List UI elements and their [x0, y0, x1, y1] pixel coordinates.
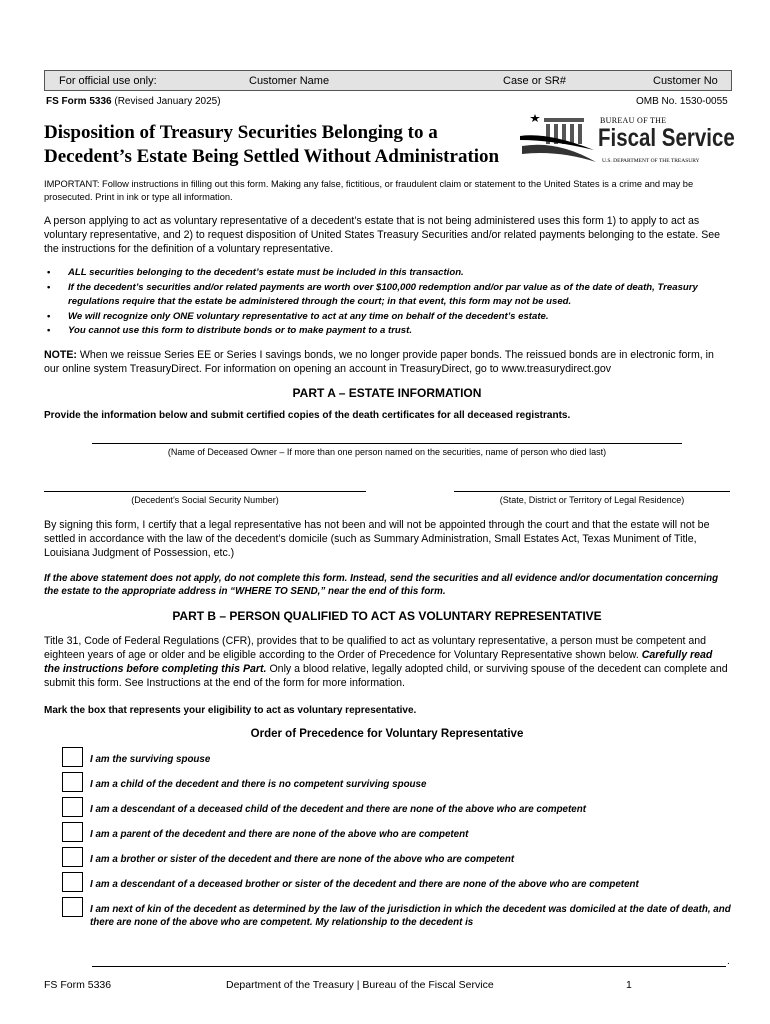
option-label: I am a descendant of a deceased brother or sister of the decedent and there are none of the above who are competent — [90, 879, 639, 890]
deceased-owner-name-field[interactable] — [92, 443, 682, 444]
part-b-emphasis: Carefully read the instructions before completing this Part. — [44, 649, 713, 675]
part-a-heading: PART A – ESTATE INFORMATION — [292, 386, 482, 400]
relationship-field[interactable] — [92, 966, 726, 967]
deceased-owner-caption: (Name of Deceased Owner – If more than one person named on the securities, name of person who died last) — [167, 447, 607, 457]
footer-page-number: 1 — [626, 979, 632, 991]
note-text: When we reissue Series EE or Series I savings bonds, we no longer provide paper bonds. The reissued bonds are in electronic form, in our online system TreasuryDirect. For information on opening an account in TreasuryDirect, go to www.treasurydirect.gov — [44, 349, 714, 375]
form-revision: (Revised January 2025) — [114, 96, 221, 107]
relationship-period: . — [727, 956, 730, 967]
option-label: I am the surviving spouse — [90, 754, 211, 765]
list-item: • You cannot use this form to distribute bonds or to make payment to a trust. — [44, 324, 734, 339]
part-b-paragraph — [44, 634, 730, 690]
list-item: • We will recognize only ONE voluntary representative to act at any time on behalf of the decedent’s estate. — [44, 310, 734, 325]
title-line-2: Decedent’s Estate Being Settled Without Administration — [44, 146, 500, 167]
key-rules-list — [44, 266, 734, 339]
list-item: • ALL securities belonging to the decedent’s estate must be included in this transaction. — [44, 266, 734, 281]
part-b-text-1: Title 31, Code of Federal Regulations (CFR), provides that to be qualified to act as voluntary representative, a person must be competent and eighteen years of age or older and be eligible according to the Order of Precedence for Voluntary Representative shown below. — [44, 635, 707, 661]
option-checkbox-child[interactable] — [62, 772, 83, 792]
option-label: I am a parent of the decedent and there are none of the above who are competent — [90, 829, 469, 840]
customer-name-label: Customer Name — [249, 75, 330, 87]
footer-department: Department of the Treasury | Bureau of the Fiscal Service — [226, 979, 494, 991]
intro-paragraph: A person applying to act as voluntary representative of a decedent’s estate that is not being administered uses this form 1) to apply to act as voluntary representative, and 2) to request disposition of United States Treasury Securities and/or related payments belonging to the estate. See the instructions for the definition of a voluntary representative. — [44, 215, 721, 255]
page-title — [44, 121, 524, 169]
legal-residence-field[interactable] — [454, 491, 730, 492]
option-checkbox-sibling[interactable] — [62, 847, 83, 867]
legal-residence-caption: (State, District or Territory of Legal Residence) — [499, 495, 685, 505]
logo-bureau-text: BUREAU OF THE — [600, 116, 667, 125]
list-item: • If the decedent’s securities and/or related payments are worth over $100,000 redemption and/or par value as of the date of death, Treasury regulations require that the estate be administered through the court; in that event, this form may not be used. — [44, 281, 734, 310]
option-checkbox-next-of-kin[interactable] — [62, 897, 83, 917]
option-label: I am a descendant of a deceased child of the decedent and there are none of the above who are competent — [90, 804, 586, 815]
fiscal-service-logo — [518, 110, 735, 174]
form-number: FS Form 5336 — [46, 96, 112, 107]
case-sr-label: Case or SR# — [503, 75, 566, 87]
customer-no-label: Customer No — [653, 75, 718, 87]
option-label: I am next of kin of the decedent as determined by the law of the jurisdiction in which the decedent was domiciled at the date of death, and there are none of the above who are competent. My relationship to the decedent is — [90, 904, 731, 928]
option-label: I am a child of the decedent and there is no competent surviving spouse — [90, 779, 427, 790]
title-line-1: Disposition of Treasury Securities Belonging to a — [44, 122, 438, 143]
official-use-box — [44, 70, 732, 91]
option-label: I am a brother or sister of the decedent and there are none of the above who are competent — [90, 854, 515, 865]
part-b-text-2: Only a blood relative, legally adopted child, or surviving spouse of the decedent can complete and submit this form. See Instructions at the end of the form for more information. — [44, 663, 728, 689]
logo-dept-text: U.S. DEPARTMENT OF THE TREASURY — [602, 158, 700, 164]
note-label: NOTE: — [44, 349, 77, 361]
important-notice: IMPORTANT: Follow instructions in filling out this form. Making any false, fictitious, or fraudulent claim or statement to the United States is a crime and may be prosecuted. Print in ink or type all information. — [44, 179, 694, 202]
warning-paragraph: If the above statement does not apply, do not complete this form. Instead, send the securities and all evidence and/or documentation concerning the estate to the appropriate address in “WHERE TO SEND,” near the end of this form. — [44, 573, 719, 597]
footer-form-id: FS Form 5336 — [44, 979, 112, 991]
option-checkbox-descendant-child[interactable] — [62, 797, 83, 817]
option-checkbox-spouse[interactable] — [62, 747, 83, 767]
official-use-label: For official use only: — [59, 75, 157, 87]
ssn-field[interactable] — [44, 491, 366, 492]
treasury-building-icon — [518, 110, 598, 174]
certification-paragraph: By signing this form, I certify that a legal representative has not been and will not be appointed through the court and that the estate will not be settled in accordance with the law of the decedent’s domicile (such as Summary Administration, Small Estates Act, Texas Muniment of Title, Louisiana Judgment of Possession, etc.) — [44, 519, 710, 559]
logo-name-text: Fiscal Service — [598, 124, 735, 152]
part-a-instruction: Provide the information below and submit certified copies of the death certificates for all deceased registrants. — [44, 410, 571, 421]
option-checkbox-descendant-sibling[interactable] — [62, 872, 83, 892]
order-of-precedence-heading: Order of Precedence for Voluntary Representative — [250, 728, 524, 740]
form-id — [46, 96, 221, 107]
omb-number: OMB No. 1530-0055 — [636, 96, 728, 107]
part-b-heading: PART B – PERSON QUALIFIED TO ACT AS VOLUNTARY REPRESENTATIVE — [172, 609, 602, 623]
note-paragraph — [44, 348, 730, 376]
mark-box-instruction: Mark the box that represents your eligibility to act as voluntary representative. — [44, 705, 417, 716]
ssn-caption: (Decedent’s Social Security Number) — [131, 495, 279, 505]
option-checkbox-parent[interactable] — [62, 822, 83, 842]
